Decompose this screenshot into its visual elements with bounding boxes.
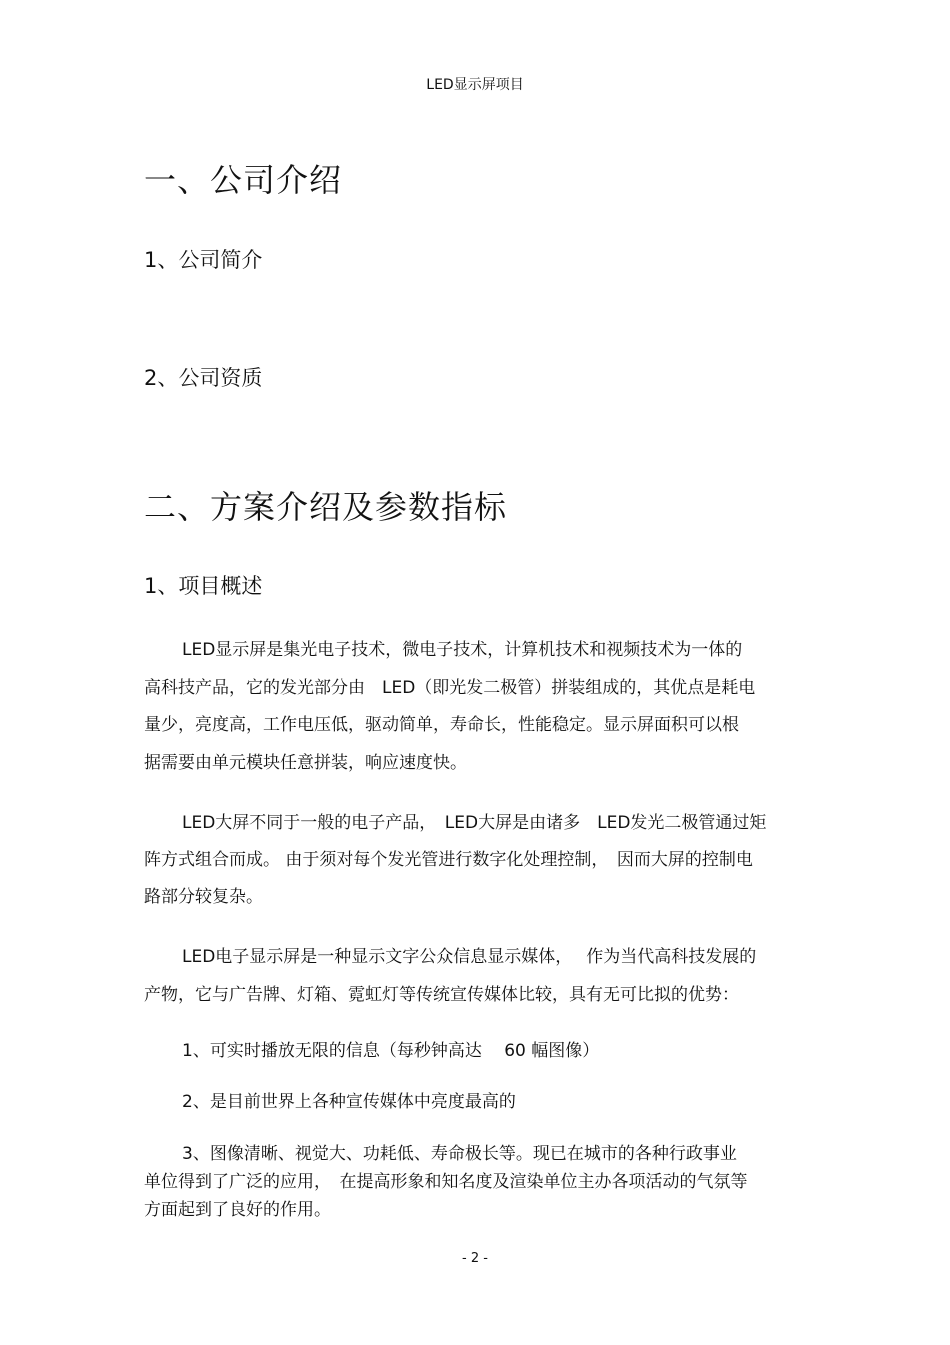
page-header: LED显示屏项目 [426, 77, 524, 93]
advantage-item-3-line-1: 3、图像清晰、视觉大、功耗低、寿命极长等。现已在城市的各种行政事业 [182, 1144, 737, 1164]
page-number: - 2 - [462, 1251, 488, 1266]
subsection-project-overview: 1、项目概述 [144, 574, 263, 598]
paragraph-2-line-1: LED大屏不同于一般的电子产品， LED大屏是由诸多 LED发光二极管通过矩 [182, 813, 767, 833]
paragraph-2-line-2: 阵方式组合而成。 由于须对每个发光管进行数字化处理控制， 因而大屏的控制电 [144, 850, 753, 870]
paragraph-1-line-2: 高科技产品，它的发光部分由 LED（即光发二极管）拼装组成的，其优点是耗电 [144, 678, 756, 698]
advantage-item-2: 2、是目前世界上各种宣传媒体中亮度最高的 [182, 1092, 516, 1112]
advantage-item-3-line-2: 单位得到了广泛的应用， 在提高形象和知名度及渲染单位主办各项活动的气氛等 [144, 1172, 748, 1192]
paragraph-2-line-3: 路部分较复杂。 [144, 887, 263, 907]
paragraph-3-line-1: LED电子显示屏是一种显示文字公众信息显示媒体， 作为当代高科技发展的 [182, 947, 757, 967]
subsection-company-qualification: 2、公司资质 [144, 366, 263, 390]
paragraph-3-line-2: 产物，它与广告牌、灯箱、霓虹灯等传统宣传媒体比较，具有无可比拟的优势： [144, 985, 739, 1005]
paragraph-1-line-3: 量少，亮度高，工作电压低，驱动简单，寿命长，性能稳定。显示屏面积可以根 [144, 715, 739, 735]
paragraph-1-line-1: LED显示屏是集光电子技术，微电子技术，计算机技术和视频技术为一体的 [182, 640, 743, 660]
section-title-company: 一、公司介绍 [144, 161, 343, 199]
advantage-item-3-line-3: 方面起到了良好的作用。 [144, 1200, 331, 1220]
advantage-item-1: 1、可实时播放无限的信息（每秒钟高达 60 幅图像） [182, 1041, 600, 1061]
subsection-company-intro: 1、公司简介 [144, 248, 263, 272]
paragraph-1-line-4: 据需要由单元模块任意拼装，响应速度快。 [144, 753, 467, 773]
section-title-scheme: 二、方案介绍及参数指标 [144, 488, 508, 526]
